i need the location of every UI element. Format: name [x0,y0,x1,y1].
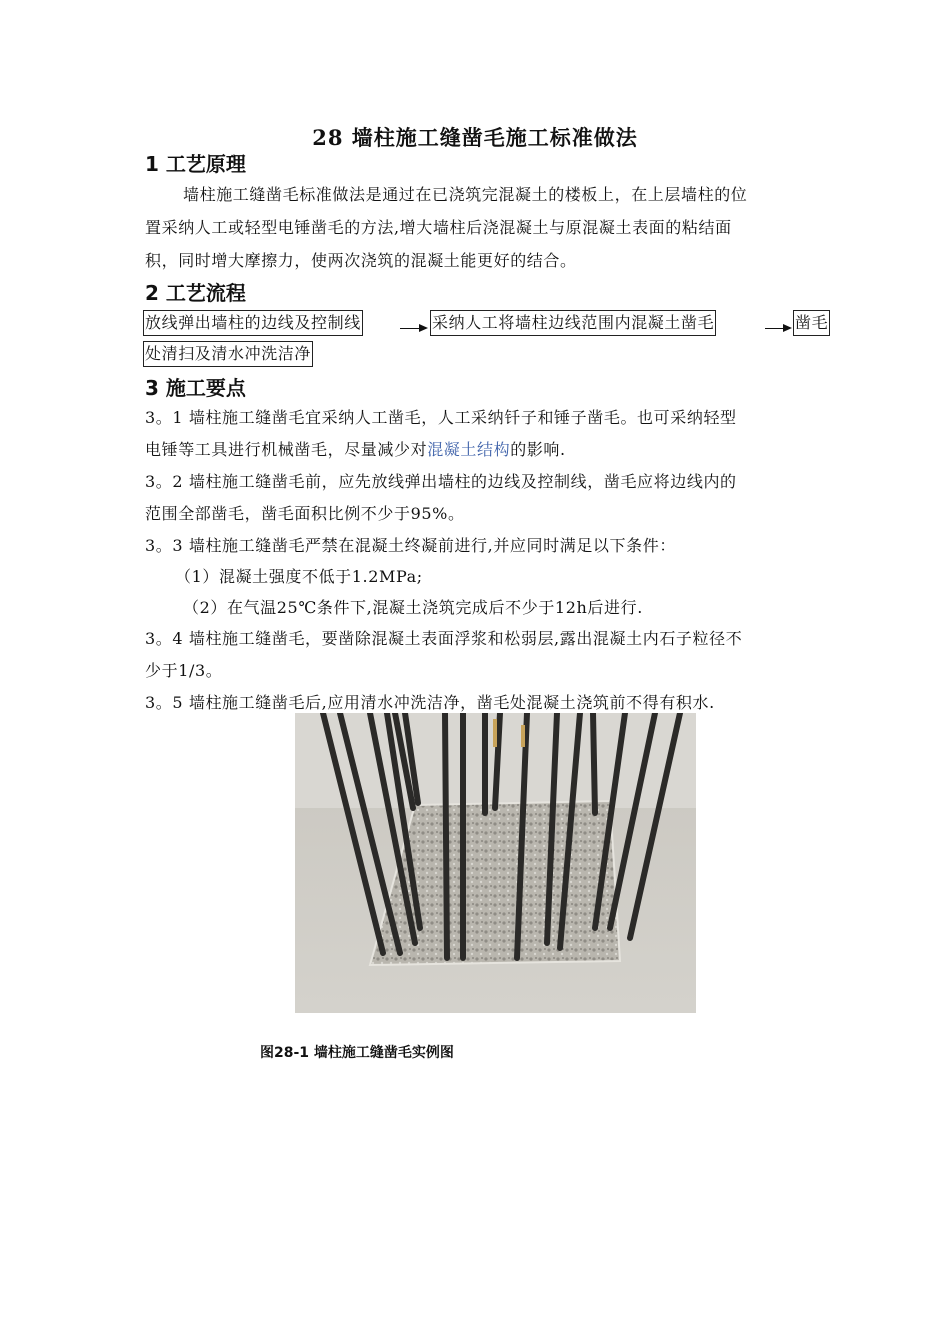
s1-line-2: 置采纳人工或轻型电锤凿毛的方法,增大墙柱后浇混凝土与原混凝土表面的粘结面 [145,218,732,237]
construction-joint-photo [295,713,696,1013]
flow-step-3b: 处清扫及清水冲洗洁净 [143,341,313,367]
p32-line-1: 3。2 墙柱施工缝凿毛前，应先放线弹出墙柱的边线及控制线，凿毛应将边线内的 [145,472,737,491]
flow-arrow-2 [765,328,790,329]
condition-2: （2）在气温25℃条件下,混凝土浇筑完成后不少于12h后进行. [183,598,643,617]
s1-line-3: 积，同时增大摩擦力，使两次浇筑的混凝土能更好的结合。 [145,251,577,270]
p34-line-1: 3。4 墙柱施工缝凿毛，要凿除混凝土表面浮浆和松弱层,露出混凝土内石子粒径不 [145,629,743,648]
page-title: 28 墙柱施工缝凿毛施工标准做法 [312,125,638,150]
concrete-structure-link[interactable]: 混凝土结构 [427,440,511,459]
p31-line-1: 3。1 墙柱施工缝凿毛宜采纳人工凿毛，人工采纳钎子和锤子凿毛。也可采纳轻型 [145,408,737,427]
figure-caption: 图28-1 墙柱施工缝凿毛实例图 [260,1045,454,1061]
s1-line-1: 墙柱施工缝凿毛标准做法是通过在已浇筑完混凝土的楼板上，在上层墙柱的位 [183,185,748,204]
flow-step-1: 放线弹出墙柱的边线及控制线 [143,310,363,336]
p33-line: 3。3 墙柱施工缝凿毛严禁在混凝土终凝前进行,并应同时满足以下条件： [145,536,676,555]
p31-line-2 [145,437,566,460]
section-1-heading: 1 工艺原理 [145,152,246,176]
p34-line-2: 少于1/3。 [145,661,223,680]
p35-line: 3。5 墙柱施工缝凿毛后,应用清水冲洗洁净，凿毛处混凝土浇筑前不得有积水. [145,693,715,712]
section-2-heading: 2 工艺流程 [145,281,246,305]
p31-text-a: 电锤等工具进行机械凿毛，尽量减少对 [145,440,428,459]
p32-line-2: 范围全部凿毛，凿毛面积比例不少于95%。 [145,504,465,523]
condition-1: （1）混凝土强度不低于1.2MPa; [175,567,423,586]
section-3-heading: 3 施工要点 [145,376,246,400]
flow-step-3a: 凿毛 [793,310,830,336]
flow-arrow-1 [400,328,426,329]
flow-step-2: 采纳人工将墙柱边线范围内混凝土凿毛 [430,310,716,336]
p31-text-b: 的影响. [510,440,566,459]
